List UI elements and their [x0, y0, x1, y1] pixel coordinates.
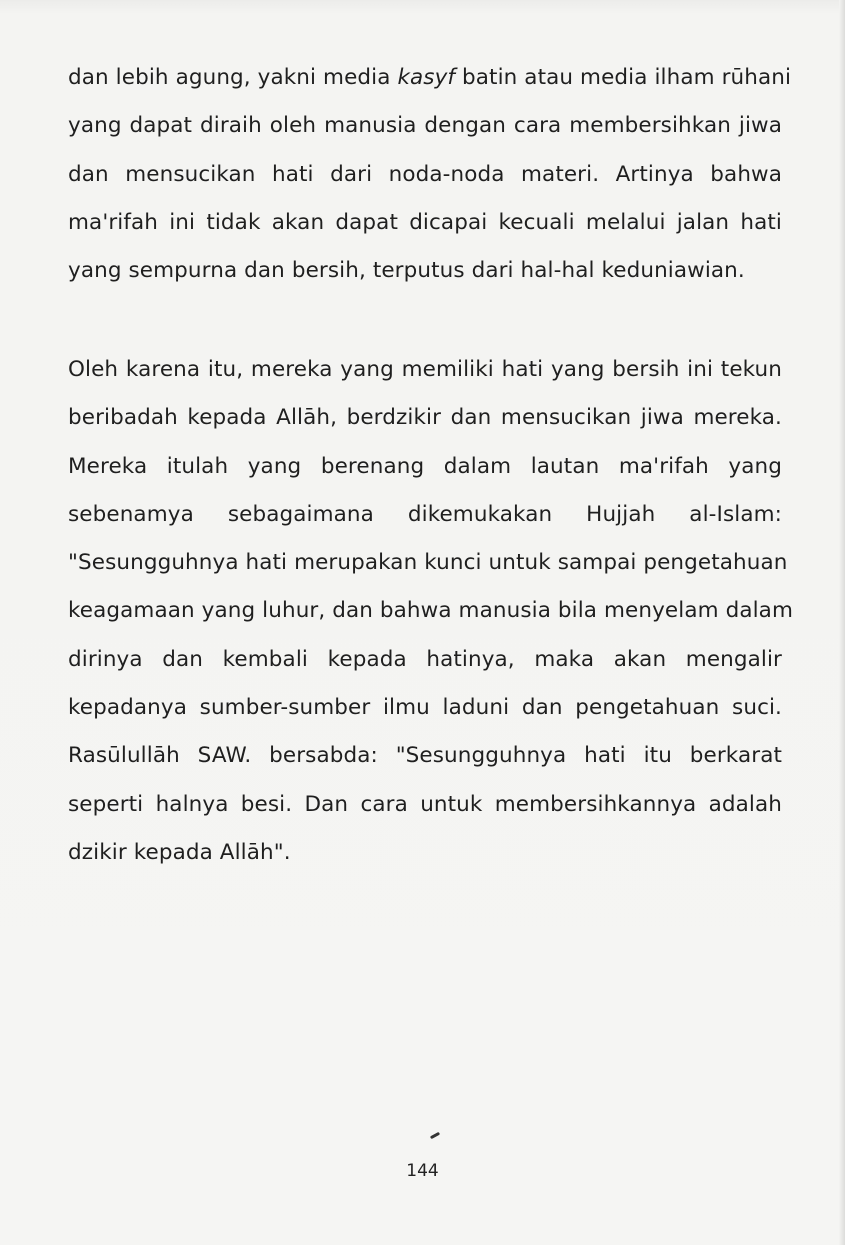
- text-line: "Sesungguhnya hati merupakan kunci untuk sampai pengetahuan: [68, 550, 788, 576]
- paragraph-2: [68, 346, 794, 877]
- text-line: Rasūlullāh SAW. bersabda: "Sesungguhnya hati itu berkarat: [68, 743, 782, 769]
- text-line: dan mensucikan hati dari noda-noda materi. Artinya bahwa: [68, 161, 782, 187]
- text-line: Oleh karena itu, mereka yang memiliki hati yang bersih ini tekun: [68, 357, 782, 382]
- italic-term: kasyf: [397, 65, 456, 90]
- text-line: seperti halnya besi. Dan cara untuk membersihkannya adalah: [68, 791, 782, 817]
- text-segment: batin atau media ilham rūhani: [455, 65, 792, 90]
- text-line: dirinya dan kembali kepada hatinya, maka akan mengalir: [68, 646, 782, 672]
- text-line: sebenamya sebagaimana dikemukakan Hujjah al-Islam:: [68, 501, 782, 527]
- text-segment: dan lebih agung, yakni media: [68, 65, 398, 90]
- paragraph-1: [68, 54, 792, 295]
- text-line: yang sempurna dan bersih, terputus dari hal-hal keduniawian.: [68, 258, 745, 284]
- text-line: beribadah kepada Allāh, berdzikir dan mensucikan jiwa mereka.: [68, 405, 782, 431]
- page-number: 144: [406, 1161, 439, 1181]
- ink-mark: [430, 1132, 440, 1139]
- page-edge-shadow: [839, 0, 845, 1245]
- text-line: [68, 54, 792, 102]
- text-line: keagamaan yang luhur, dan bahwa manusia bila menyelam dalam: [68, 598, 794, 624]
- text-line: Mereka itulah yang berenang dalam lautan ma'rifah yang: [68, 453, 782, 479]
- text-line: yang dapat diraih oleh manusia dengan cara membersihkan jiwa: [68, 113, 782, 139]
- text-line: kepadanya sumber-sumber ilmu laduni dan pengetahuan suci.: [68, 695, 782, 721]
- text-line: ma'rifah ini tidak akan dapat dicapai kecuali melalui jalan hati: [68, 209, 782, 235]
- text-line: dzikir kepada Allāh".: [68, 839, 291, 865]
